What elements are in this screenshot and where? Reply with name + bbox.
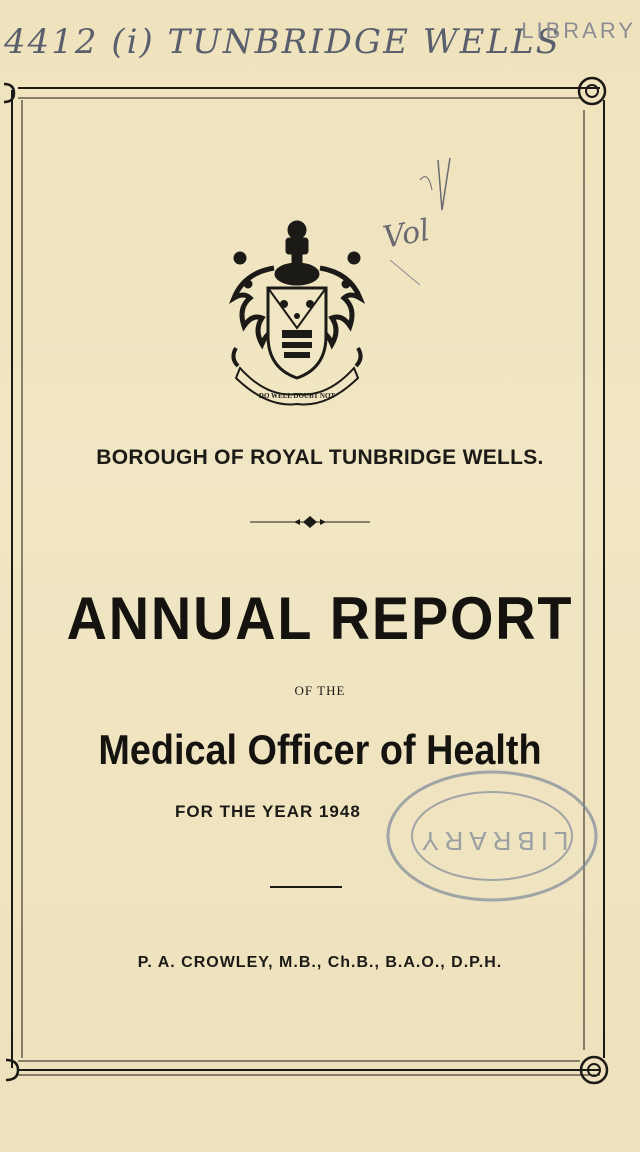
margin-annotation [380,150,470,290]
library-stamp-top: LIBRARY [521,18,636,43]
margin-note-text: Vol [380,213,433,256]
horizontal-rule [270,886,342,888]
library-stamp [382,758,612,913]
handwritten-text: 4412 (i) TUNBRIDGE WELLS [4,22,561,62]
borough-heading: BOROUGH OF ROYAL TUNBRIDGE WELLS. [96,446,544,469]
title-connector: OF THE [294,683,346,698]
author-credit: P. A. CROWLEY, M.B., Ch.B., B.A.O., D.P.H. [137,954,503,971]
report-subtitle: Medical Officer of Health [98,726,542,773]
corner-ornament-top-right [579,78,605,104]
report-year: FOR THE YEAR 1948 [175,802,361,821]
library-stamp-text: LIBRARY [415,826,569,856]
coat-of-arms-icon [222,218,372,408]
crest-motto: DO WELL DOUBT NOT [258,392,336,400]
report-title: ANNUAL REPORT [66,585,574,652]
divider-ornament-icon [250,514,370,530]
